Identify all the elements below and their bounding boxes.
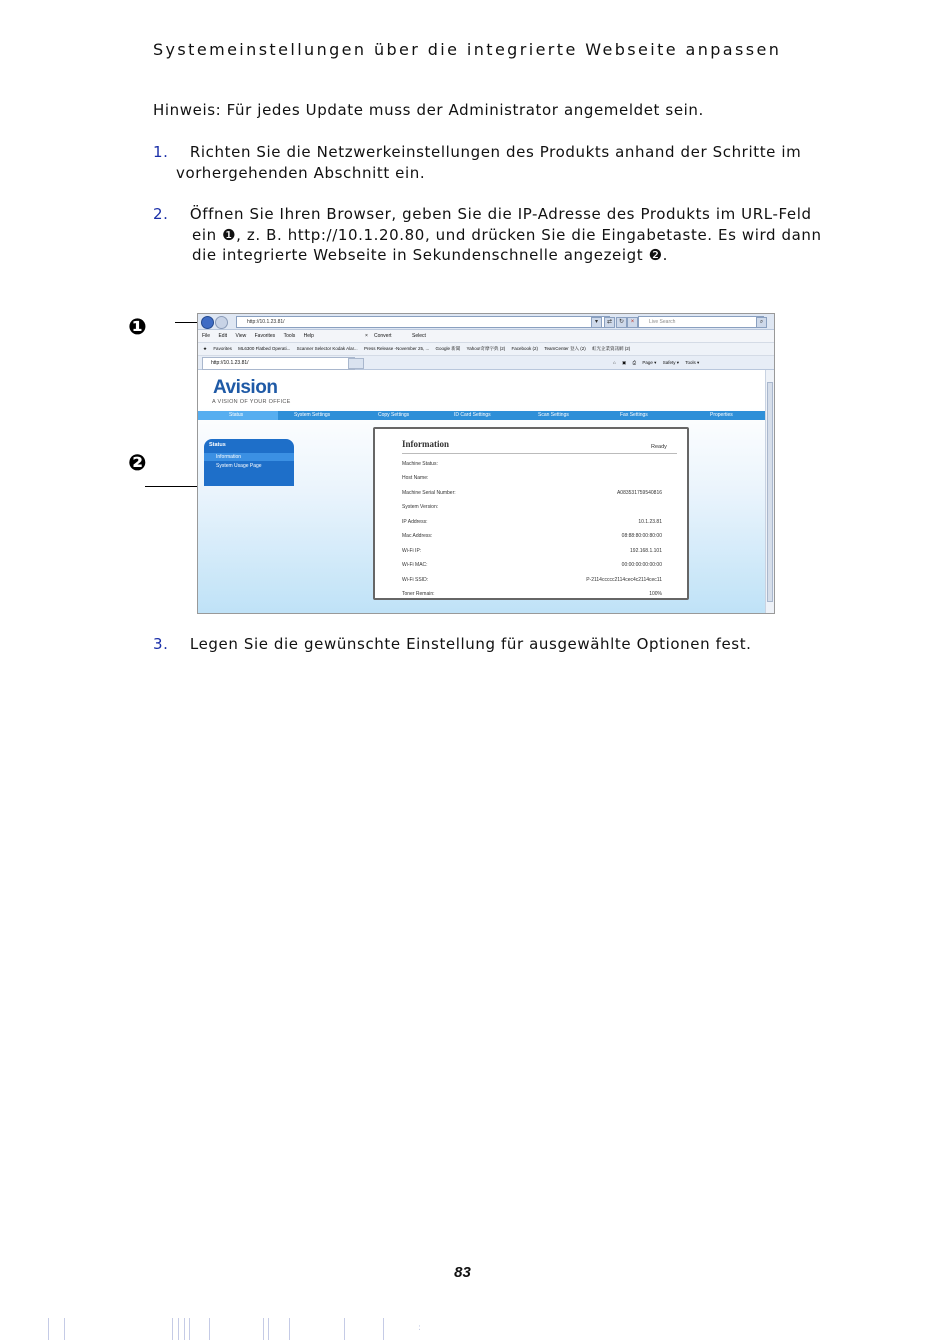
print-icon[interactable]: ⎙ (632, 360, 637, 365)
footer-barcode-marks (0, 1318, 430, 1340)
favorites-bar (198, 343, 774, 356)
close-toolbar-icon[interactable]: × (365, 333, 368, 339)
browser-tab[interactable]: http://10.1.23.81/ (202, 357, 355, 370)
menu-file[interactable]: File (202, 333, 211, 339)
fav-item[interactable]: Scanner Selector Kodak Alar... (296, 346, 358, 351)
info-row: Wi-Fi SSID: P-2114ccccc2114cec4c2114cec11 (402, 577, 662, 583)
url-field[interactable]: http://10.1.23.81/ (236, 316, 610, 328)
menu-tools[interactable]: Tools (283, 333, 296, 339)
fav-item[interactable]: Google 新聞 (435, 346, 461, 351)
fav-item[interactable]: Yahoo!奇摩字典 (2) (466, 346, 506, 351)
sidebar-curve (204, 473, 294, 486)
step-1 (153, 143, 801, 161)
sidebar-title: Status (209, 442, 226, 448)
convert-button[interactable]: Convert (374, 333, 392, 339)
forward-icon[interactable] (215, 316, 228, 329)
search-field[interactable]: Live Search (638, 316, 764, 328)
page-menu[interactable]: Page ▾ (642, 360, 657, 365)
tab-bar (198, 356, 774, 370)
fav-item[interactable]: ML6300 Flatbed Operati... (238, 346, 291, 351)
step-number: 3. (153, 635, 169, 653)
command-bar (608, 356, 699, 369)
scrollbar-thumb[interactable] (767, 382, 773, 602)
panel-title: Information (402, 439, 449, 449)
nav-scan-settings[interactable]: Scan Settings (538, 412, 569, 418)
callout-1: ❶ (128, 315, 147, 340)
info-row: Wi-Fi MAC: 00:00:00:00:00:00 (402, 562, 662, 568)
search-icon[interactable]: ⌕ (756, 317, 767, 328)
feed-icon[interactable]: ▣ (621, 360, 627, 365)
callout-2: ❷ (128, 451, 147, 476)
sidebar-item-information[interactable]: Information (204, 453, 294, 461)
step-text: Legen Sie die gewünschte Einstellung für ausgewählte Optionen fest. (189, 635, 752, 653)
fav-item[interactable]: Facebook (2) (511, 346, 538, 351)
info-row: IP Address: 10.1.23.81 (402, 519, 662, 525)
step-1-line-2: vorhergehenden Abschnitt ein. (176, 164, 426, 182)
status-sidebar (204, 439, 294, 486)
fav-item[interactable]: TeamCenter 登入 (2) (544, 346, 586, 351)
info-row: Mac Address: 08:88:80:00:80:00 (402, 533, 662, 539)
status-ready: Ready (651, 444, 667, 450)
menu-help[interactable]: Help (303, 333, 314, 339)
step-number: 1. (153, 143, 169, 161)
menu-view[interactable]: View (235, 333, 247, 339)
nav-properties[interactable]: Properties (710, 412, 733, 418)
avision-logo: Avision (213, 377, 278, 398)
tools-menu[interactable]: Tools ▾ (685, 360, 700, 365)
nav-copy-settings[interactable]: Copy Settings (378, 412, 410, 418)
stop-icon[interactable]: × (627, 317, 638, 328)
menu-edit[interactable]: Edit (218, 333, 228, 339)
menu-favorites[interactable]: Favorites (254, 333, 276, 339)
address-bar (198, 314, 774, 330)
step-text: Öffnen Sie Ihren Browser, geben Sie die IP-Adresse des Produkts im URL-Feld (189, 205, 812, 223)
step-3 (153, 635, 752, 653)
fav-item[interactable]: Press Release -November 25, ... (363, 346, 430, 351)
compat-icon[interactable]: ⇄ (604, 317, 615, 328)
embedded-web-page (198, 370, 765, 613)
nav-id-card-settings[interactable]: ID Card Settings (454, 412, 491, 418)
page-scrollbar[interactable] (765, 370, 775, 613)
info-row: Host Name: (402, 475, 429, 481)
step-2-line-2: ein ❶, z. B. http://10.1.20.80, und drücken Sie die Eingabetaste. Es wird dann (192, 226, 822, 244)
select-button[interactable]: Select (412, 333, 426, 339)
info-row: Wi-Fi IP: 192.168.1.101 (402, 548, 662, 554)
info-row: System Version: (402, 504, 439, 510)
nav-system-settings[interactable]: System Settings (294, 412, 331, 418)
browser-screenshot (197, 313, 775, 614)
home-icon[interactable]: ⌂ (613, 360, 616, 365)
admin-note: Hinweis: Für jedes Update muss der Administrator angemeldet sein. (153, 101, 704, 119)
fav-item[interactable]: 虹光企業資訊網 (2) (592, 346, 631, 351)
step-number: 2. (153, 205, 169, 223)
footer-mark: : (418, 1323, 422, 1333)
new-tab-button[interactable] (348, 358, 364, 369)
dropdown-icon[interactable]: ▾ (591, 317, 602, 328)
logo-slogan: A VISION OF YOUR OFFICE (212, 399, 291, 405)
safety-menu[interactable]: Safety ▾ (662, 360, 679, 365)
step-2 (153, 205, 812, 223)
page-number: 83 (454, 1264, 471, 1281)
fav-item[interactable]: Favorites (213, 346, 232, 351)
panel-divider (402, 453, 677, 454)
info-row: Toner Remain: 100% (402, 591, 662, 597)
info-row: Machine Serial Number: A083531759540816 (402, 490, 662, 496)
info-row: Machine Status: (402, 461, 438, 467)
back-icon[interactable] (201, 316, 214, 329)
step-2-line-3: die integrierte Webseite in Sekundenschnelle angezeigt ❷. (192, 246, 669, 264)
favorites-star-icon: ★ (203, 346, 208, 351)
menu-bar (198, 330, 774, 343)
information-panel (373, 427, 689, 600)
sidebar-item-system-usage[interactable]: System Usage Page (216, 463, 262, 469)
step-text: Richten Sie die Netzwerkeinstellungen des Produkts anhand der Schritte im (189, 143, 802, 161)
site-nav (198, 411, 774, 420)
callout-2-leader (145, 486, 205, 487)
section-heading: Systemeinstellungen über die integrierte Webseite anpassen (153, 40, 782, 59)
refresh-icon[interactable]: ↻ (616, 317, 627, 328)
nav-status[interactable]: Status (229, 412, 244, 418)
nav-fax-settings[interactable]: Fax Settings (620, 412, 648, 418)
